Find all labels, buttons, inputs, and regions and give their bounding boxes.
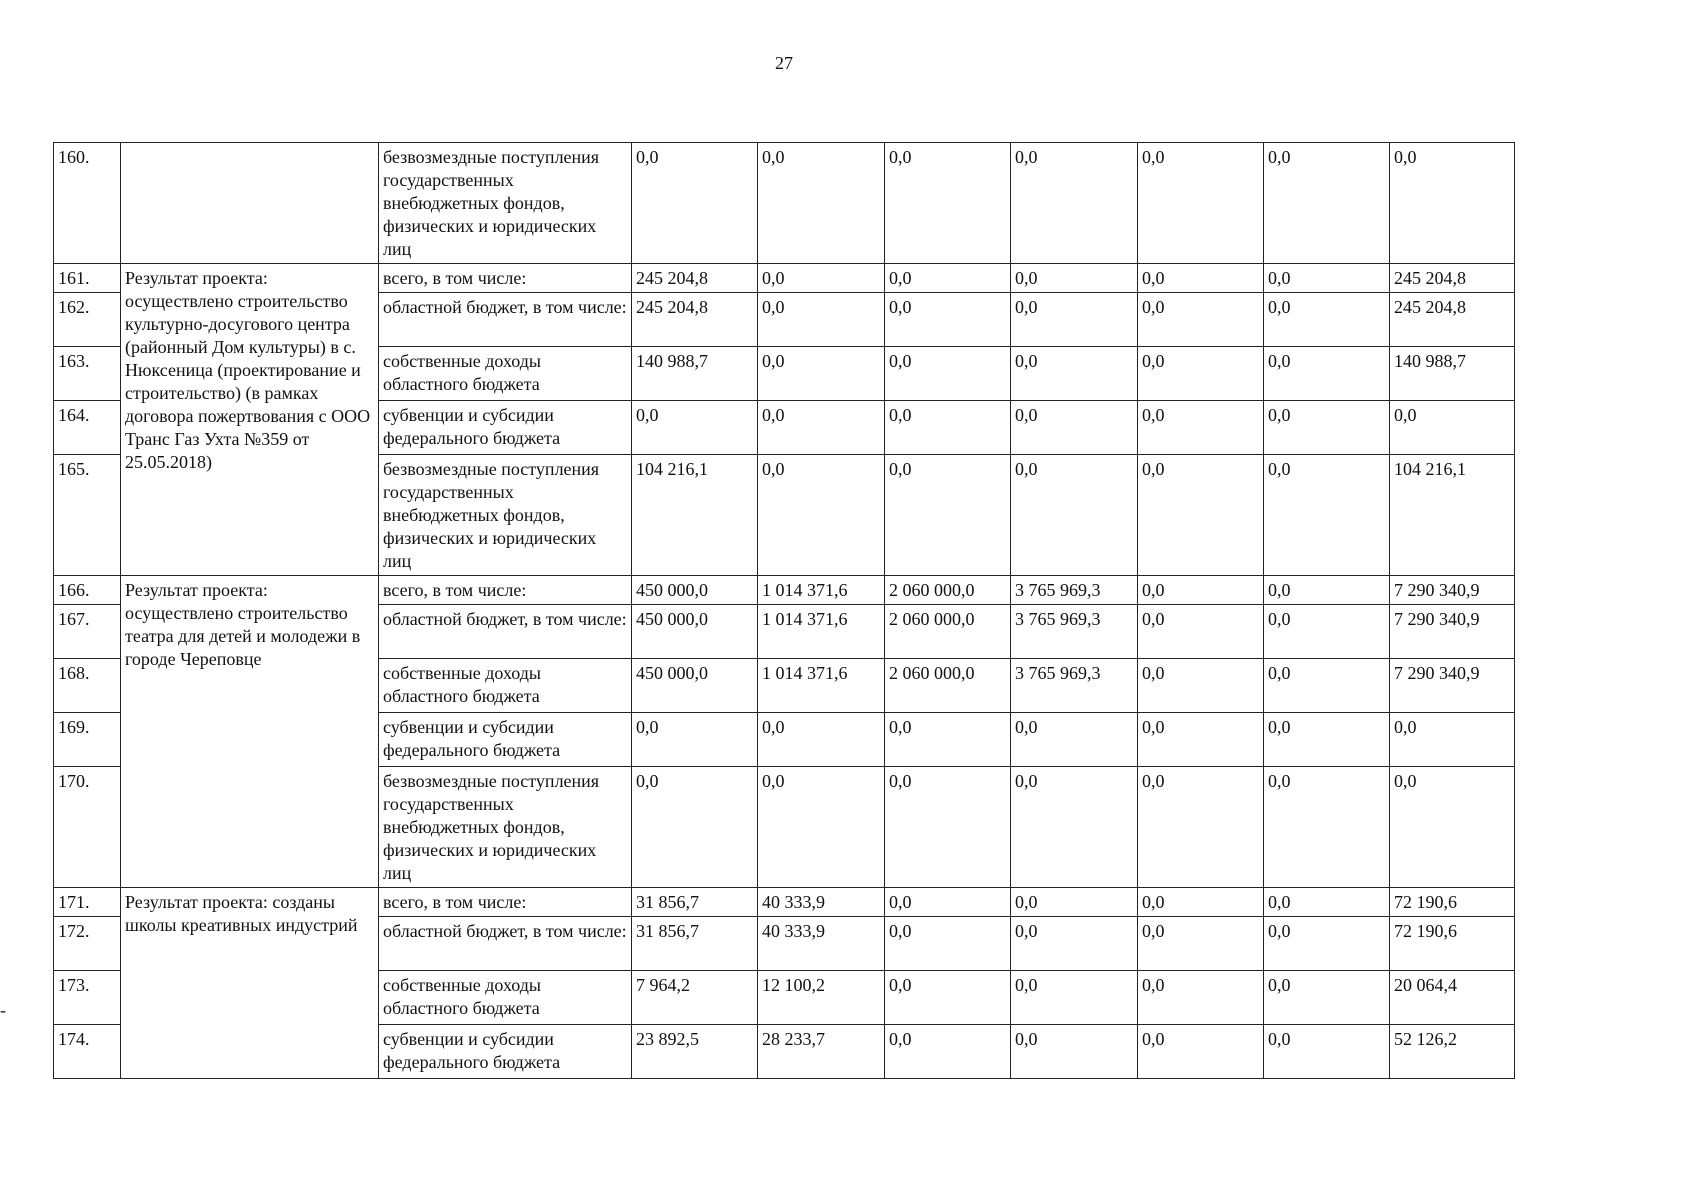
amount-cell: 52 126,2 [1390,1025,1515,1079]
funding-source-cell: собственные доходы областного бюджета [379,659,632,713]
funding-source-cell: собственные доходы областного бюджета [379,971,632,1025]
row-number: 166. [54,576,121,605]
amount-cell: 245 204,8 [632,293,758,347]
amount-cell: 0,0 [1390,767,1515,888]
amount-cell: 0,0 [1264,1025,1390,1079]
amount-cell: 0,0 [1011,293,1138,347]
table-row [54,143,1515,264]
amount-cell: 0,0 [632,401,758,455]
amount-cell: 0,0 [885,401,1011,455]
amount-cell: 104 216,1 [632,455,758,576]
amount-cell: 0,0 [1011,888,1138,917]
amount-cell: 0,0 [1138,455,1264,576]
amount-cell: 0,0 [1011,264,1138,293]
amount-cell: 0,0 [1264,713,1390,767]
amount-cell: 0,0 [885,971,1011,1025]
amount-cell: 0,0 [1011,917,1138,971]
amount-cell: 245 204,8 [1390,264,1515,293]
amount-cell: 140 988,7 [1390,347,1515,401]
amount-cell: 0,0 [1011,347,1138,401]
row-number: 162. [54,293,121,347]
row-number: 169. [54,713,121,767]
amount-cell: 72 190,6 [1390,917,1515,971]
amount-cell: 0,0 [758,347,885,401]
funding-source-cell: безвозмездные поступления государственных внебюджетных фондов, физических и юридических лиц [379,143,632,264]
amount-cell: 0,0 [1138,347,1264,401]
amount-cell: 0,0 [1138,293,1264,347]
budget-table [53,142,1515,1079]
amount-cell: 0,0 [1264,888,1390,917]
amount-cell: 0,0 [1138,713,1264,767]
amount-cell: 40 333,9 [758,888,885,917]
row-number: 161. [54,264,121,293]
amount-cell: 0,0 [1390,143,1515,264]
amount-cell: 0,0 [1264,605,1390,659]
amount-cell: 7 964,2 [632,971,758,1025]
row-number: 173. [54,971,121,1025]
amount-cell: 0,0 [1011,767,1138,888]
margin-mark: - [0,1000,6,1020]
amount-cell: 1 014 371,6 [758,605,885,659]
row-number: 160. [54,143,121,264]
amount-cell: 0,0 [1390,401,1515,455]
amount-cell: 0,0 [1264,917,1390,971]
amount-cell: 0,0 [758,713,885,767]
funding-source-cell: областной бюджет, в том числе: [379,293,632,347]
amount-cell: 0,0 [885,888,1011,917]
amount-cell: 0,0 [1011,143,1138,264]
row-number: 165. [54,455,121,576]
amount-cell: 3 765 969,3 [1011,659,1138,713]
project-result-cell: Результат проекта: осуществлено строительство культурно-досугового центра (районный Дом культуры) в с. Нюксеница (проектирование и строительство) (в рамках договора пожертвования с ООО Транс Газ Ухта №359 от 25.05.2018) [121,264,379,576]
amount-cell: 450 000,0 [632,605,758,659]
amount-cell: 0,0 [1264,347,1390,401]
amount-cell: 0,0 [758,767,885,888]
amount-cell: 2 060 000,0 [885,576,1011,605]
amount-cell: 0,0 [758,293,885,347]
amount-cell: 0,0 [1138,888,1264,917]
amount-cell: 0,0 [758,455,885,576]
amount-cell: 0,0 [1138,264,1264,293]
amount-cell: 2 060 000,0 [885,605,1011,659]
amount-cell: 104 216,1 [1390,455,1515,576]
amount-cell: 0,0 [1138,605,1264,659]
amount-cell: 0,0 [1264,143,1390,264]
amount-cell: 20 064,4 [1390,971,1515,1025]
amount-cell: 3 765 969,3 [1011,605,1138,659]
amount-cell: 0,0 [885,917,1011,971]
amount-cell: 2 060 000,0 [885,659,1011,713]
table-row [54,264,1515,293]
amount-cell: 40 333,9 [758,917,885,971]
amount-cell: 0,0 [1011,713,1138,767]
amount-cell: 7 290 340,9 [1390,605,1515,659]
amount-cell: 28 233,7 [758,1025,885,1079]
funding-source-cell: безвозмездные поступления государственных внебюджетных фондов, физических и юридических лиц [379,455,632,576]
amount-cell: 0,0 [1138,143,1264,264]
amount-cell: 0,0 [885,1025,1011,1079]
amount-cell: 7 290 340,9 [1390,659,1515,713]
project-result-cell: Результат проекта: осуществлено строительство театра для детей и молодежи в городе Череповце [121,576,379,888]
row-number: 170. [54,767,121,888]
amount-cell: 0,0 [885,767,1011,888]
amount-cell: 0,0 [1138,917,1264,971]
funding-source-cell: всего, в том числе: [379,576,632,605]
funding-source-cell: безвозмездные поступления государственных внебюджетных фондов, физических и юридических лиц [379,767,632,888]
row-number: 172. [54,917,121,971]
amount-cell: 140 988,7 [632,347,758,401]
amount-cell: 0,0 [1264,659,1390,713]
amount-cell: 450 000,0 [632,659,758,713]
funding-source-cell: областной бюджет, в том числе: [379,917,632,971]
amount-cell: 0,0 [1011,455,1138,576]
table-body [54,143,1515,1079]
amount-cell: 0,0 [1138,401,1264,455]
row-number: 167. [54,605,121,659]
project-result-cell: Результат проекта: созданы школы креативных индустрий [121,888,379,1079]
amount-cell: 0,0 [1138,767,1264,888]
amount-cell: 0,0 [1264,264,1390,293]
amount-cell: 0,0 [1138,576,1264,605]
amount-cell: 0,0 [1011,1025,1138,1079]
amount-cell: 31 856,7 [632,888,758,917]
table-row [54,576,1515,605]
amount-cell: 3 765 969,3 [1011,576,1138,605]
amount-cell: 0,0 [885,293,1011,347]
amount-cell: 31 856,7 [632,917,758,971]
amount-cell: 0,0 [885,713,1011,767]
amount-cell: 0,0 [1011,971,1138,1025]
funding-source-cell: собственные доходы областного бюджета [379,347,632,401]
row-number: 168. [54,659,121,713]
amount-cell: 0,0 [885,455,1011,576]
amount-cell: 1 014 371,6 [758,576,885,605]
amount-cell: 12 100,2 [758,971,885,1025]
amount-cell: 245 204,8 [632,264,758,293]
amount-cell: 245 204,8 [1390,293,1515,347]
amount-cell: 0,0 [1390,713,1515,767]
amount-cell: 0,0 [1264,971,1390,1025]
amount-cell: 0,0 [1264,767,1390,888]
row-number: 171. [54,888,121,917]
amount-cell: 0,0 [885,264,1011,293]
amount-cell: 0,0 [1011,401,1138,455]
amount-cell: 0,0 [632,713,758,767]
row-number: 163. [54,347,121,401]
page-number: 27 [775,53,793,73]
project-result-cell [121,143,379,264]
amount-cell: 0,0 [1138,971,1264,1025]
amount-cell: 0,0 [1264,576,1390,605]
amount-cell: 0,0 [1138,659,1264,713]
amount-cell: 0,0 [758,264,885,293]
funding-source-cell: всего, в том числе: [379,264,632,293]
amount-cell: 0,0 [632,143,758,264]
table-row [54,888,1515,917]
amount-cell: 0,0 [1264,401,1390,455]
amount-cell: 0,0 [758,401,885,455]
funding-source-cell: субвенции и субсидии федерального бюджета [379,1025,632,1079]
row-number: 164. [54,401,121,455]
amount-cell: 0,0 [758,143,885,264]
funding-source-cell: всего, в том числе: [379,888,632,917]
amount-cell: 0,0 [885,143,1011,264]
row-number: 174. [54,1025,121,1079]
amount-cell: 0,0 [885,347,1011,401]
amount-cell: 0,0 [1264,293,1390,347]
funding-source-cell: областной бюджет, в том числе: [379,605,632,659]
amount-cell: 72 190,6 [1390,888,1515,917]
amount-cell: 7 290 340,9 [1390,576,1515,605]
amount-cell: 1 014 371,6 [758,659,885,713]
funding-source-cell: субвенции и субсидии федерального бюджета [379,713,632,767]
amount-cell: 0,0 [1138,1025,1264,1079]
amount-cell: 450 000,0 [632,576,758,605]
amount-cell: 0,0 [632,767,758,888]
amount-cell: 23 892,5 [632,1025,758,1079]
amount-cell: 0,0 [1264,455,1390,576]
funding-source-cell: субвенции и субсидии федерального бюджета [379,401,632,455]
